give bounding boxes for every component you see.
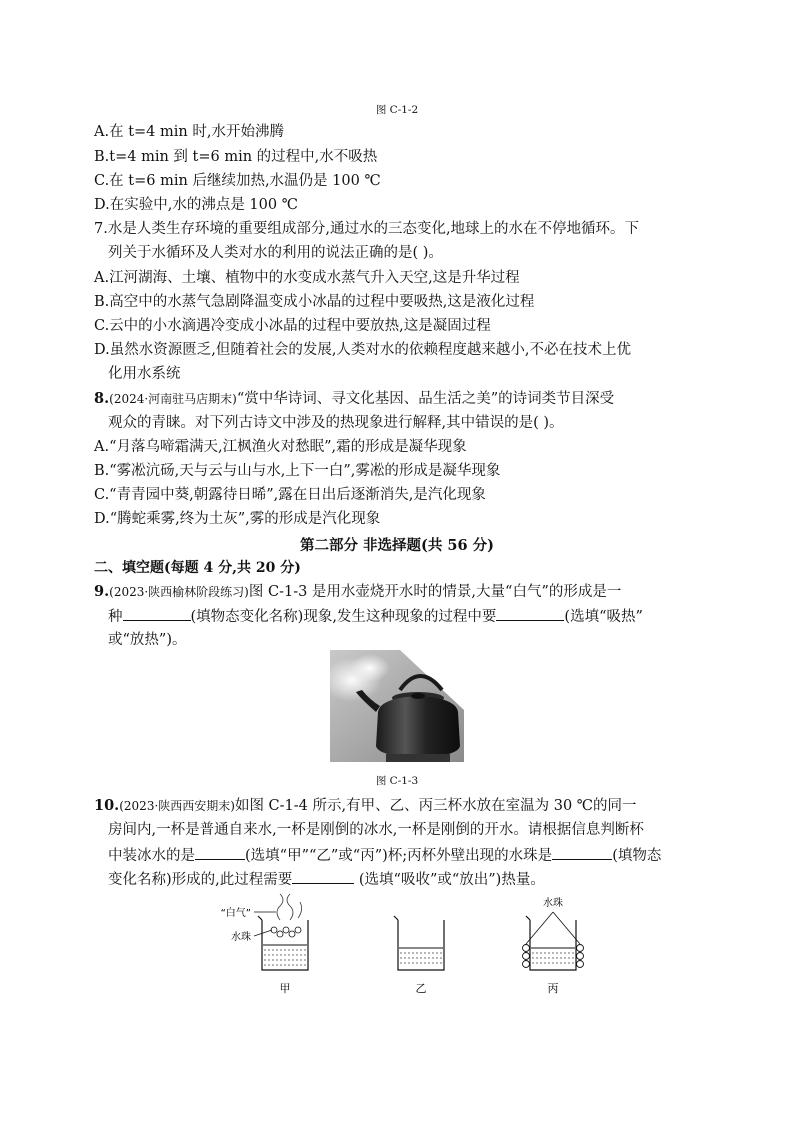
label-bing: 丙 bbox=[547, 982, 559, 995]
three-beakers-figure bbox=[200, 890, 600, 1010]
q6-option-c: C.在 t=6 min 后继续加热,水温仍是 100 ℃ bbox=[94, 173, 381, 189]
q8-number: 8. bbox=[94, 390, 110, 407]
beaker-jia bbox=[221, 894, 308, 995]
label-jia: 甲 bbox=[279, 982, 291, 995]
figure-c-1-2-caption: 图 C-1-2 bbox=[375, 104, 419, 116]
q10-stem-text: 如图 C-1-4 所示,有甲、乙、丙三杯水放在室温为 30 ℃的同一 bbox=[234, 798, 637, 814]
label-baiqi: “白气” bbox=[220, 908, 251, 919]
q7-option-a: A.江河湖海、土壤、植物中的水变成水蒸气升入天空,这是升华过程 bbox=[94, 270, 520, 286]
q10-text-a: 中装冰水的是 bbox=[108, 848, 195, 864]
label-yi: 乙 bbox=[415, 982, 427, 995]
q10-text-d: 变化名称)形成的,此过程需要 bbox=[108, 872, 293, 888]
part2-heading: 第二部分 非选择题(共 56 分) bbox=[299, 537, 495, 554]
q9-source: (2023·陕西榆林阶段练习) bbox=[109, 585, 249, 599]
q7-option-d-line1: D.虽然水资源匮乏,但随着社会的发展,人类对水的依赖程度越来越小,不必在技术上优 bbox=[94, 342, 632, 358]
q10-stem-line3 bbox=[108, 845, 661, 866]
q7-option-b: B.高空中的水蒸气急剧降温变成小冰晶的过程中要吸热,这是液化过程 bbox=[94, 294, 535, 310]
q6-option-d: D.在实验中,水的沸点是 100 ℃ bbox=[94, 197, 298, 213]
q9-text-a: 种 bbox=[108, 609, 123, 625]
q10-stem-line2: 房间内,一杯是普通自来水,一杯是刚倒的冰水,一杯是刚倒的开水。请根据信息判断杯 bbox=[108, 822, 644, 838]
q8-stem-text: “赏中华诗词、寻文化基因、品生活之美”的诗词类节目深受 bbox=[236, 391, 615, 407]
q9-text-b: (填物态变化名称)现象,发生这种现象的过程中要 bbox=[190, 609, 497, 625]
q10-text-e: (选填“吸收”或“放出”)热量。 bbox=[354, 872, 545, 888]
q7-stem-line2: 列关于水循环及人类对水的利用的说法正确的是( )。 bbox=[108, 245, 443, 261]
q10-text-c: (填物态 bbox=[612, 848, 662, 864]
q10-number: 10. bbox=[94, 797, 120, 814]
q8-stem-line2: 观众的青睐。对下列古诗文中涉及的热现象进行解释,其中错误的是( )。 bbox=[108, 415, 564, 431]
beaker-yi bbox=[394, 916, 444, 995]
q7-option-d-line2: 化用水系统 bbox=[108, 366, 181, 382]
q6-option-b: B.t=4 min 到 t=6 min 的过程中,水不吸热 bbox=[94, 149, 378, 165]
q9-stem-line1 bbox=[94, 582, 621, 602]
q9-stem-text: 图 C-1-3 是用水壶烧开水时的情景,大量“白气”的形成是一 bbox=[248, 584, 622, 600]
q9-blank-2[interactable] bbox=[496, 606, 564, 621]
q9-blank-1[interactable] bbox=[123, 606, 191, 621]
q10-source: (2023·陕西西安期末) bbox=[119, 799, 235, 813]
q9-stem-line3: 或“放热”)。 bbox=[108, 632, 187, 648]
q7-option-c: C.云中的小水滴遇冷变成小冰晶的过程中要放热,这是凝固过程 bbox=[94, 318, 491, 334]
q8-stem-line1 bbox=[94, 389, 614, 409]
label-shuizhu-left: 水珠 bbox=[231, 932, 251, 943]
q7-stem-line1: 7.水是人类生存环境的重要组成部分,通过水的三态变化,地球上的水在不停地循环。下 bbox=[94, 221, 640, 237]
kettle-photo bbox=[330, 650, 464, 762]
q10-text-b: (选填“甲”“乙”或“丙”)杯;丙杯外壁出现的水珠是 bbox=[245, 848, 553, 864]
q8-option-c: C.“青青园中葵,朝露待日晞”,露在日出后逐渐消失,是汽化现象 bbox=[94, 487, 486, 503]
q9-number: 9. bbox=[94, 583, 110, 600]
section2-heading: 二、填空题(每题 4 分,共 20 分) bbox=[94, 560, 301, 576]
q6-option-a: A.在 t=4 min 时,水开始沸腾 bbox=[94, 124, 284, 140]
label-shuizhu-right: 水珠 bbox=[543, 898, 563, 909]
q10-stem-line1 bbox=[94, 796, 637, 816]
q10-blank-3[interactable] bbox=[292, 869, 354, 884]
q10-stem-line4 bbox=[108, 869, 545, 890]
beaker-bing bbox=[523, 896, 584, 995]
q8-source: (2024·河南驻马店期末) bbox=[109, 392, 237, 406]
q9-text-c: (选填“吸热” bbox=[564, 609, 643, 625]
q8-option-d: D.“腾蛇乘雾,终为土灰”,雾的形成是汽化现象 bbox=[94, 511, 381, 527]
q10-blank-2[interactable] bbox=[552, 845, 612, 860]
q10-blank-1[interactable] bbox=[195, 845, 245, 860]
q8-option-a: A.“月落乌啼霜满天,江枫渔火对愁眠”,霜的形成是凝华现象 bbox=[94, 439, 467, 455]
figure-c-1-3-caption: 图 C-1-3 bbox=[375, 775, 419, 787]
q8-option-b: B.“雾凇沆砀,天与云与山与水,上下一白”,雾凇的形成是凝华现象 bbox=[94, 463, 501, 479]
q9-stem-line2 bbox=[108, 606, 643, 627]
